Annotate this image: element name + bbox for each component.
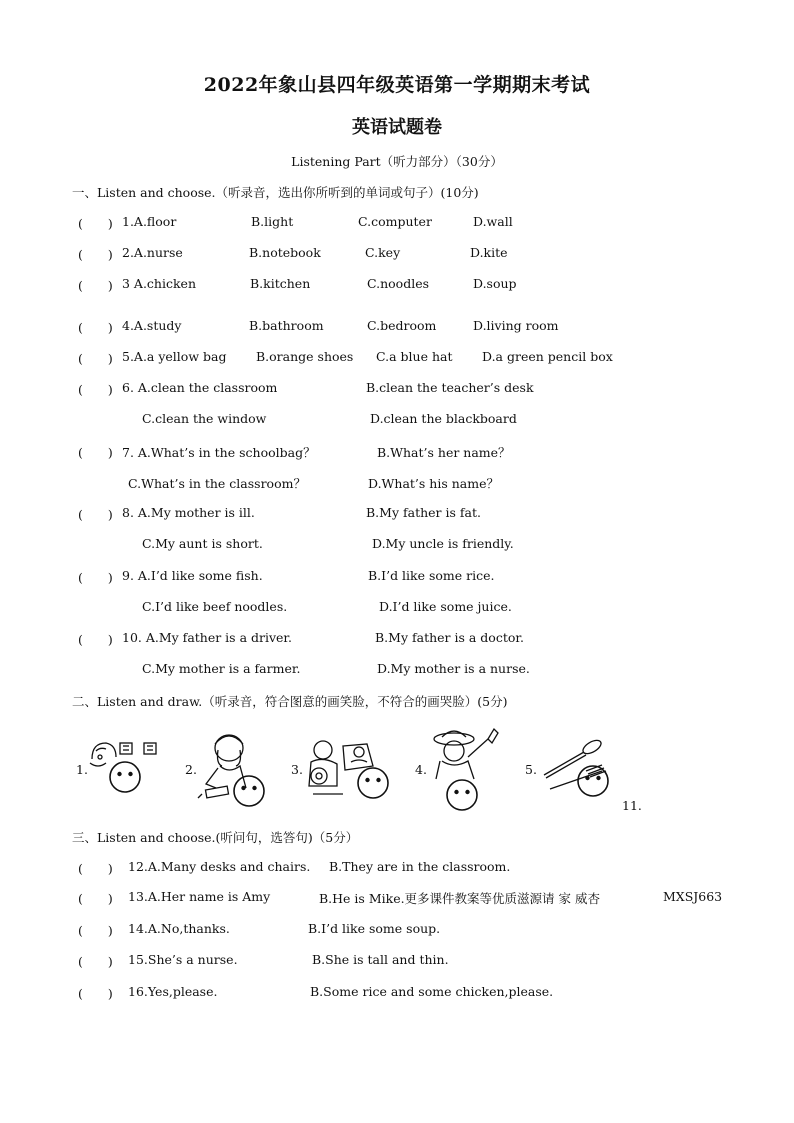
picture-label-1: 1.	[76, 762, 88, 777]
q4-option-b: B.bathroom	[249, 318, 324, 333]
exam-subtitle: 英语试题卷	[352, 117, 442, 138]
q13-code: MXSJ663	[663, 889, 723, 904]
q3-option-a: 3 A.chicken	[122, 276, 196, 291]
answer-blank[interactable]: ( )	[78, 382, 113, 397]
q6-option-d: D.clean the blackboard	[370, 411, 517, 426]
q9-option-b: B.I’d like some rice.	[368, 568, 495, 583]
smiley-face-icon[interactable]	[108, 760, 142, 794]
answer-blank[interactable]: ( )	[78, 986, 113, 1001]
question-number-11: 11.	[622, 798, 642, 813]
answer-blank[interactable]: ( )	[78, 445, 113, 460]
smiley-face-icon[interactable]	[356, 766, 390, 800]
q1-option-a: 1.A.floor	[122, 214, 177, 229]
q13-option-b: B.He is Mike.更多课件教案等优质滋源请 家 威杏	[319, 891, 601, 906]
q10-option-b: B.My father is a doctor.	[375, 630, 524, 645]
picture-label-4: 4.	[415, 762, 427, 777]
q3-option-c: C.noodles	[367, 276, 430, 291]
q8-option-d: D.My uncle is friendly.	[372, 536, 514, 551]
q5-option-b: B.orange shoes	[256, 349, 354, 364]
q1-option-d: D.wall	[473, 214, 513, 229]
answer-blank[interactable]: ( )	[78, 216, 113, 231]
q7-option-c: C.What’s in the classroom？	[128, 476, 306, 491]
answer-blank[interactable]: ( )	[78, 632, 113, 647]
answer-blank[interactable]: ( )	[78, 351, 113, 366]
q7-option-b: B.What’s her name？	[377, 445, 511, 460]
q3-option-b: B.kitchen	[250, 276, 311, 291]
q16-option-b: B.Some rice and some chicken,please.	[310, 984, 554, 999]
smiley-face-icon[interactable]	[445, 778, 479, 812]
picture-label-5: 5.	[525, 762, 537, 777]
answer-blank[interactable]: ( )	[78, 278, 113, 293]
part-heading: Listening Part（听力部分）（30分）	[291, 154, 503, 169]
answer-blank[interactable]: ( )	[78, 507, 113, 522]
answer-blank[interactable]: ( )	[78, 923, 113, 938]
q5-option-a: 5.A.a yellow bag	[122, 349, 227, 364]
q5-option-d: D.a green pencil box	[482, 349, 613, 364]
answer-blank[interactable]: ( )	[78, 320, 113, 335]
q4-option-d: D.living room	[473, 318, 559, 333]
section2-heading: 二、Listen and draw.（听录音，符合图意的画笑脸，不符合的画哭脸）(5分)	[72, 694, 508, 709]
answer-blank[interactable]: ( )	[78, 247, 113, 262]
section1-heading: 一、Listen and choose.（听录音，选出你所听到的单词或句子）(10分)	[72, 185, 479, 200]
answer-blank[interactable]: ( )	[78, 570, 113, 585]
q2-option-d: D.kite	[470, 245, 508, 260]
q1-option-b: B.light	[251, 214, 294, 229]
q15-option-b: B.She is tall and thin.	[312, 952, 449, 967]
q10-option-c: C.My mother is a farmer.	[142, 661, 301, 676]
q2-option-b: B.notebook	[249, 245, 321, 260]
q15-option-a: 15.She’s a nurse.	[128, 952, 238, 967]
q4-option-a: 4.A.study	[122, 318, 182, 333]
q14-option-a: 14.A.No,thanks.	[128, 921, 230, 936]
q6-option-a: 6. A.clean the classroom	[122, 380, 278, 395]
q14-option-b: B.I’d like some soup.	[308, 921, 441, 936]
q4-option-c: C.bedroom	[367, 318, 437, 333]
smiley-face-icon[interactable]	[576, 764, 610, 798]
q6-option-b: B.clean the teacher’s desk	[366, 380, 534, 395]
q3-option-d: D.soup	[473, 276, 517, 291]
q7-option-a: 7. A.What’s in the schoolbag？	[122, 445, 316, 460]
q8-option-c: C.My aunt is short.	[142, 536, 263, 551]
answer-blank[interactable]: ( )	[78, 954, 113, 969]
q9-option-d: D.I’d like some juice.	[379, 599, 512, 614]
answer-blank[interactable]: ( )	[78, 861, 113, 876]
q10-option-d: D.My mother is a nurse.	[377, 661, 530, 676]
q9-option-a: 9. A.I’d like some fish.	[122, 568, 263, 583]
q16-option-a: 16.Yes,please.	[128, 984, 218, 999]
smiley-face-icon[interactable]	[232, 774, 266, 808]
q12-option-b: B.They are in the classroom.	[329, 859, 511, 874]
q10-option-a: 10. A.My father is a driver.	[122, 630, 293, 645]
q6-option-c: C.clean the window	[142, 411, 267, 426]
answer-blank[interactable]: ( )	[78, 891, 113, 906]
q9-option-c: C.I’d like beef noodles.	[142, 599, 288, 614]
q1-option-c: C.computer	[358, 214, 432, 229]
q12-option-a: 12.A.Many desks and chairs.	[128, 859, 311, 874]
q5-option-c: C.a blue hat	[376, 349, 453, 364]
q7-option-d: D.What’s his name？	[368, 476, 499, 491]
q13-option-a: 13.A.Her name is Amy	[128, 889, 271, 904]
section3-heading: 三、Listen and choose.(听问句，选答句)（5分）	[72, 830, 359, 845]
picture-label-2: 2.	[185, 762, 197, 777]
exam-title: 2022年象山县四年级英语第一学期期末考试	[203, 74, 591, 96]
q8-option-b: B.My father is fat.	[366, 505, 481, 520]
picture-label-3: 3.	[291, 762, 303, 777]
q2-option-a: 2.A.nurse	[122, 245, 183, 260]
q8-option-a: 8. A.My mother is ill.	[122, 505, 255, 520]
q2-option-c: C.key	[365, 245, 401, 260]
